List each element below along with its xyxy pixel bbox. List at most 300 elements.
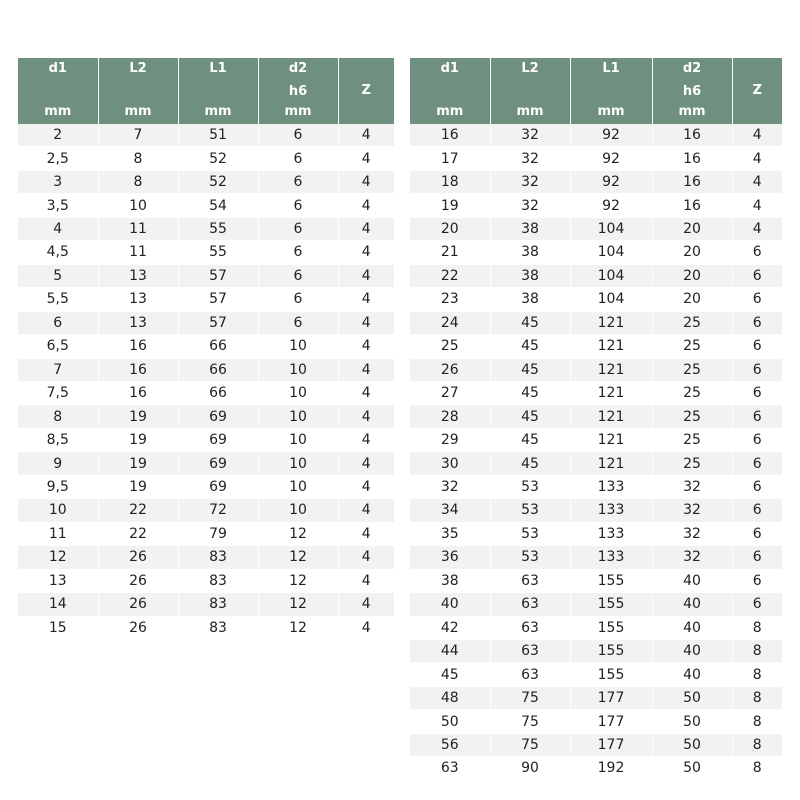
cell-d2: 25: [652, 405, 732, 428]
cell-l1: 155: [570, 663, 652, 686]
cell-z: 4: [338, 546, 394, 569]
cell-d2: 10: [258, 428, 338, 451]
table-row: [18, 264, 394, 287]
cell-l1: 69: [178, 428, 258, 451]
cell-z: 6: [732, 311, 782, 334]
cell-z: 6: [732, 358, 782, 381]
cell-l1: 192: [570, 757, 652, 780]
table-body-left: [18, 124, 394, 639]
cell-d2: 32: [652, 522, 732, 545]
cell-l2: 7: [98, 124, 178, 147]
cell-d2: 12: [258, 522, 338, 545]
cell-d1: 20: [410, 217, 490, 240]
cell-l2: 53: [490, 475, 570, 498]
cell-d1: 9: [18, 452, 98, 475]
cell-z: 4: [338, 288, 394, 311]
cell-l2: 16: [98, 335, 178, 358]
cell-d1: 6,5: [18, 335, 98, 358]
table-row: [410, 147, 782, 170]
table-row: [18, 170, 394, 193]
cell-d2: 6: [258, 288, 338, 311]
table-row: [410, 452, 782, 475]
cell-z: 6: [732, 522, 782, 545]
table-row: [18, 546, 394, 569]
cell-z: 4: [732, 147, 782, 170]
table-row: [18, 194, 394, 217]
cell-d1: 8,5: [18, 428, 98, 451]
cell-l1: 66: [178, 358, 258, 381]
header-l2-name: L2: [129, 61, 147, 76]
table-row: [410, 288, 782, 311]
cell-l1: 69: [178, 452, 258, 475]
cell-z: 4: [338, 124, 394, 147]
table-row: [410, 358, 782, 381]
cell-l2: 45: [490, 358, 570, 381]
cell-l1: 121: [570, 452, 652, 475]
table-row: [18, 288, 394, 311]
cell-d2: 32: [652, 546, 732, 569]
cell-d2: 12: [258, 546, 338, 569]
cell-d1: 23: [410, 288, 490, 311]
cell-d1: 42: [410, 616, 490, 639]
cell-d1: 50: [410, 710, 490, 733]
table-row: [18, 428, 394, 451]
cell-z: 6: [732, 264, 782, 287]
cell-d1: 48: [410, 686, 490, 709]
dimension-table-left: [18, 58, 394, 640]
header-d1-unit: mm: [44, 104, 72, 119]
cell-d1: 24: [410, 311, 490, 334]
header-d1: [18, 58, 98, 124]
cell-l2: 45: [490, 311, 570, 334]
cell-l2: 22: [98, 499, 178, 522]
cell-l1: 155: [570, 639, 652, 662]
cell-d2: 20: [652, 264, 732, 287]
cell-d1: 3,5: [18, 194, 98, 217]
cell-l2: 26: [98, 546, 178, 569]
cell-l1: 121: [570, 311, 652, 334]
cell-l2: 38: [490, 288, 570, 311]
cell-l1: 92: [570, 124, 652, 147]
cell-l2: 13: [98, 311, 178, 334]
header-l2: [490, 58, 570, 124]
cell-l1: 92: [570, 147, 652, 170]
cell-z: 6: [732, 499, 782, 522]
cell-d1: 21: [410, 241, 490, 264]
cell-l1: 57: [178, 264, 258, 287]
cell-l1: 83: [178, 569, 258, 592]
cell-d2: 50: [652, 733, 732, 756]
cell-d2: 16: [652, 194, 732, 217]
cell-d2: 40: [652, 616, 732, 639]
cell-z: 4: [338, 335, 394, 358]
table-row: [410, 405, 782, 428]
cell-z: 6: [732, 546, 782, 569]
table-row: [410, 381, 782, 404]
table-row: [18, 475, 394, 498]
cell-l1: 69: [178, 405, 258, 428]
cell-l1: 92: [570, 170, 652, 193]
cell-l2: 75: [490, 710, 570, 733]
table-row: [18, 311, 394, 334]
cell-z: 6: [732, 475, 782, 498]
cell-l2: 45: [490, 335, 570, 358]
header-d2-tolerance: h6: [288, 84, 308, 99]
cell-z: 6: [732, 452, 782, 475]
cell-d1: 6: [18, 311, 98, 334]
table-row: [410, 710, 782, 733]
cell-l2: 75: [490, 686, 570, 709]
cell-l2: 38: [490, 241, 570, 264]
cell-l1: 52: [178, 170, 258, 193]
cell-l1: 155: [570, 569, 652, 592]
cell-l1: 121: [570, 381, 652, 404]
cell-z: 8: [732, 757, 782, 780]
cell-l1: 83: [178, 546, 258, 569]
cell-l2: 19: [98, 428, 178, 451]
cell-z: 6: [732, 569, 782, 592]
table-row: [410, 639, 782, 662]
cell-d2: 6: [258, 124, 338, 147]
table-row: [410, 335, 782, 358]
cell-l1: 133: [570, 475, 652, 498]
table-row: [410, 686, 782, 709]
cell-l2: 19: [98, 405, 178, 428]
header-z-name: Z: [752, 83, 762, 98]
cell-d2: 12: [258, 593, 338, 616]
table-row: [18, 147, 394, 170]
cell-z: 6: [732, 381, 782, 404]
cell-d2: 25: [652, 358, 732, 381]
header-d1-unit: mm: [436, 104, 464, 119]
cell-d2: 6: [258, 311, 338, 334]
cell-d2: 25: [652, 335, 732, 358]
cell-l2: 53: [490, 522, 570, 545]
table-row: [410, 241, 782, 264]
cell-d1: 25: [410, 335, 490, 358]
cell-d2: 20: [652, 288, 732, 311]
cell-l2: 53: [490, 499, 570, 522]
cell-l1: 121: [570, 428, 652, 451]
header-d1: [410, 58, 490, 124]
cell-d1: 12: [18, 546, 98, 569]
cell-l1: 177: [570, 733, 652, 756]
cell-l2: 19: [98, 475, 178, 498]
cell-l1: 133: [570, 499, 652, 522]
cell-z: 4: [338, 569, 394, 592]
cell-z: 4: [338, 381, 394, 404]
dimension-table-right: [410, 58, 782, 781]
cell-z: 4: [732, 217, 782, 240]
cell-d2: 20: [652, 217, 732, 240]
table-body-right: [410, 124, 782, 780]
cell-d1: 28: [410, 405, 490, 428]
cell-d1: 32: [410, 475, 490, 498]
cell-l1: 69: [178, 475, 258, 498]
cell-d2: 10: [258, 335, 338, 358]
table-row: [410, 663, 782, 686]
cell-d1: 2,5: [18, 147, 98, 170]
table-row: [18, 452, 394, 475]
cell-l1: 52: [178, 147, 258, 170]
cell-l2: 75: [490, 733, 570, 756]
cell-d1: 5: [18, 264, 98, 287]
cell-l1: 104: [570, 241, 652, 264]
cell-d1: 3: [18, 170, 98, 193]
cell-l1: 104: [570, 217, 652, 240]
cell-z: 8: [732, 710, 782, 733]
cell-d1: 40: [410, 593, 490, 616]
cell-z: 4: [338, 616, 394, 639]
table-row: [18, 335, 394, 358]
table-row: [18, 569, 394, 592]
cell-l2: 63: [490, 663, 570, 686]
cell-d2: 12: [258, 569, 338, 592]
cell-d1: 34: [410, 499, 490, 522]
cell-d2: 6: [258, 170, 338, 193]
cell-d1: 45: [410, 663, 490, 686]
table-row: [410, 194, 782, 217]
header-l1-unit: mm: [204, 104, 232, 119]
cell-l1: 133: [570, 522, 652, 545]
cell-l2: 32: [490, 147, 570, 170]
cell-d2: 20: [652, 241, 732, 264]
cell-l1: 55: [178, 217, 258, 240]
table-row: [410, 475, 782, 498]
cell-z: 4: [338, 475, 394, 498]
cell-z: 6: [732, 288, 782, 311]
cell-l2: 53: [490, 546, 570, 569]
cell-z: 8: [732, 663, 782, 686]
cell-l2: 8: [98, 147, 178, 170]
cell-d1: 10: [18, 499, 98, 522]
cell-l2: 63: [490, 616, 570, 639]
cell-l1: 83: [178, 593, 258, 616]
cell-l2: 63: [490, 639, 570, 662]
cell-l2: 26: [98, 569, 178, 592]
cell-l2: 32: [490, 124, 570, 147]
header-l1: [178, 58, 258, 124]
cell-d1: 38: [410, 569, 490, 592]
cell-l2: 45: [490, 405, 570, 428]
cell-d1: 17: [410, 147, 490, 170]
cell-l2: 45: [490, 381, 570, 404]
cell-l1: 177: [570, 710, 652, 733]
cell-d2: 32: [652, 499, 732, 522]
cell-l1: 121: [570, 358, 652, 381]
cell-z: 4: [338, 241, 394, 264]
cell-d2: 25: [652, 452, 732, 475]
cell-d2: 50: [652, 710, 732, 733]
cell-l1: 121: [570, 405, 652, 428]
cell-d2: 6: [258, 241, 338, 264]
header-l2-name: L2: [521, 61, 539, 76]
cell-d1: 16: [410, 124, 490, 147]
cell-d2: 40: [652, 593, 732, 616]
cell-l1: 177: [570, 686, 652, 709]
table-row: [18, 499, 394, 522]
header-d2: [258, 58, 338, 124]
cell-l1: 51: [178, 124, 258, 147]
cell-d1: 8: [18, 405, 98, 428]
table-row: [410, 170, 782, 193]
header-z: [338, 58, 394, 124]
table-row: [410, 616, 782, 639]
header-l1-unit: mm: [597, 104, 625, 119]
header-l1: [570, 58, 652, 124]
cell-l2: 13: [98, 264, 178, 287]
table-row: [18, 241, 394, 264]
table-row: [18, 616, 394, 639]
table-row: [18, 381, 394, 404]
cell-l1: 54: [178, 194, 258, 217]
cell-l1: 57: [178, 311, 258, 334]
header-d2-name: d2: [682, 61, 702, 76]
cell-z: 4: [732, 124, 782, 147]
cell-z: 4: [338, 499, 394, 522]
cell-d2: 12: [258, 616, 338, 639]
cell-l2: 90: [490, 757, 570, 780]
cell-d1: 22: [410, 264, 490, 287]
table-row: [410, 217, 782, 240]
cell-d1: 5,5: [18, 288, 98, 311]
cell-d2: 6: [258, 264, 338, 287]
cell-d2: 32: [652, 475, 732, 498]
header-l2-unit: mm: [124, 104, 152, 119]
cell-z: 6: [732, 428, 782, 451]
cell-d2: 50: [652, 686, 732, 709]
header-z: [732, 58, 782, 124]
cell-z: 4: [338, 428, 394, 451]
cell-l2: 16: [98, 358, 178, 381]
cell-z: 4: [338, 264, 394, 287]
cell-l2: 11: [98, 217, 178, 240]
header-d1-name: d1: [440, 61, 459, 76]
cell-l2: 63: [490, 593, 570, 616]
cell-z: 6: [732, 593, 782, 616]
cell-d2: 16: [652, 147, 732, 170]
table-row: [18, 124, 394, 147]
cell-d2: 10: [258, 405, 338, 428]
cell-l2: 32: [490, 170, 570, 193]
cell-d2: 40: [652, 639, 732, 662]
cell-d1: 2: [18, 124, 98, 147]
cell-l2: 38: [490, 217, 570, 240]
cell-l1: 66: [178, 335, 258, 358]
cell-d1: 4: [18, 217, 98, 240]
header-d1-name: d1: [48, 61, 67, 76]
cell-d2: 6: [258, 217, 338, 240]
cell-z: 8: [732, 639, 782, 662]
cell-z: 4: [732, 170, 782, 193]
cell-d1: 26: [410, 358, 490, 381]
cell-d1: 63: [410, 757, 490, 780]
header-d2-tolerance: h6: [682, 84, 702, 99]
cell-d2: 6: [258, 147, 338, 170]
header-d2-name: d2: [288, 61, 308, 76]
cell-l2: 32: [490, 194, 570, 217]
cell-z: 4: [338, 358, 394, 381]
cell-l2: 26: [98, 593, 178, 616]
table-row: [410, 522, 782, 545]
cell-l1: 55: [178, 241, 258, 264]
cell-d1: 7,5: [18, 381, 98, 404]
header-l2: [98, 58, 178, 124]
header-l1-name: L1: [209, 61, 227, 76]
cell-l1: 133: [570, 546, 652, 569]
header-z-name: Z: [361, 83, 371, 98]
cell-l2: 22: [98, 522, 178, 545]
cell-l2: 26: [98, 616, 178, 639]
cell-d2: 10: [258, 475, 338, 498]
header-row: [18, 58, 394, 124]
header-l1-name: L1: [602, 61, 620, 76]
cell-d1: 44: [410, 639, 490, 662]
cell-l1: 72: [178, 499, 258, 522]
cell-d2: 40: [652, 663, 732, 686]
table-row: [410, 264, 782, 287]
table-row: [410, 124, 782, 147]
cell-d1: 35: [410, 522, 490, 545]
table-row: [410, 569, 782, 592]
table-row: [410, 733, 782, 756]
table-row: [410, 499, 782, 522]
cell-l1: 155: [570, 593, 652, 616]
table-row: [18, 522, 394, 545]
cell-d1: 15: [18, 616, 98, 639]
cell-d1: 13: [18, 569, 98, 592]
cell-d1: 36: [410, 546, 490, 569]
table-row: [410, 757, 782, 780]
cell-l2: 38: [490, 264, 570, 287]
cell-d1: 9,5: [18, 475, 98, 498]
cell-d2: 10: [258, 499, 338, 522]
cell-d1: 11: [18, 522, 98, 545]
cell-z: 8: [732, 616, 782, 639]
cell-z: 4: [338, 170, 394, 193]
cell-l2: 16: [98, 381, 178, 404]
table-row: [18, 217, 394, 240]
cell-d2: 10: [258, 358, 338, 381]
table-row: [410, 593, 782, 616]
header-d2-unit: mm: [678, 104, 706, 119]
table-row: [18, 358, 394, 381]
cell-d1: 27: [410, 381, 490, 404]
cell-l1: 66: [178, 381, 258, 404]
cell-z: 4: [338, 147, 394, 170]
cell-l1: 121: [570, 335, 652, 358]
cell-d2: 16: [652, 170, 732, 193]
header-d2: [652, 58, 732, 124]
cell-d1: 29: [410, 428, 490, 451]
cell-z: 8: [732, 686, 782, 709]
cell-d1: 18: [410, 170, 490, 193]
cell-z: 4: [338, 522, 394, 545]
cell-l2: 10: [98, 194, 178, 217]
cell-d2: 25: [652, 311, 732, 334]
cell-d2: 16: [652, 124, 732, 147]
cell-l2: 19: [98, 452, 178, 475]
cell-z: 6: [732, 335, 782, 358]
cell-l2: 11: [98, 241, 178, 264]
cell-l1: 57: [178, 288, 258, 311]
table-row: [410, 428, 782, 451]
cell-d2: 50: [652, 757, 732, 780]
cell-z: 4: [732, 194, 782, 217]
cell-d1: 4,5: [18, 241, 98, 264]
cell-l1: 104: [570, 288, 652, 311]
table-row: [410, 546, 782, 569]
